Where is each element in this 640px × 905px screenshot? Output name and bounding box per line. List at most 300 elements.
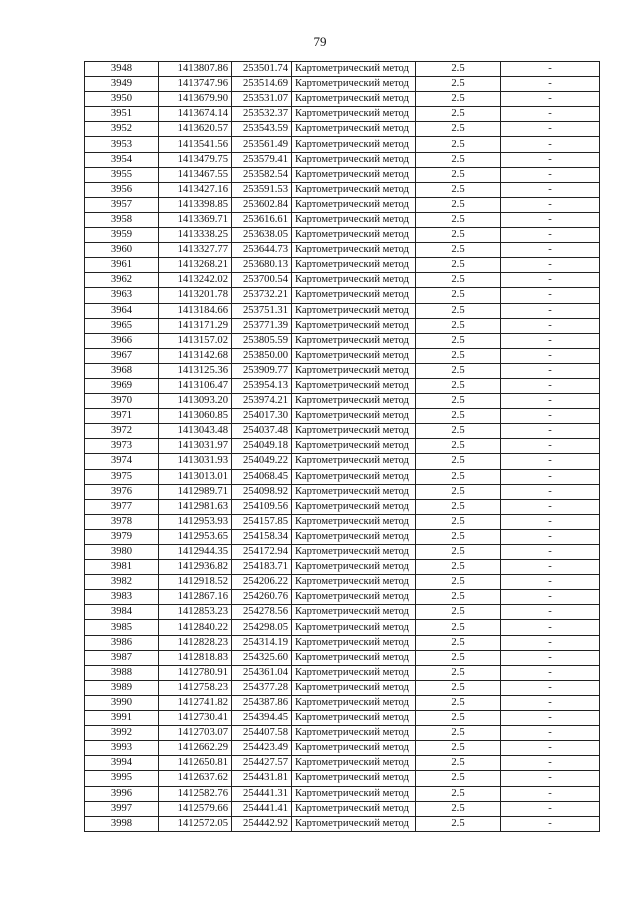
point-number-cell: 3977	[85, 499, 159, 514]
accuracy-cell: 2.5	[416, 273, 501, 288]
method-cell: Картометрический метод	[292, 650, 416, 665]
table-row	[85, 786, 600, 801]
y-coordinate-cell: 254068.45	[232, 469, 292, 484]
table-row	[85, 499, 600, 514]
y-coordinate-cell: 253805.59	[232, 333, 292, 348]
point-number-cell: 3961	[85, 258, 159, 273]
point-number-cell: 3970	[85, 394, 159, 409]
accuracy-cell: 2.5	[416, 756, 501, 771]
table-row	[85, 378, 600, 393]
accuracy-cell: 2.5	[416, 454, 501, 469]
method-cell: Картометрический метод	[292, 695, 416, 710]
y-coordinate-cell: 253514.69	[232, 77, 292, 92]
method-cell: Картометрический метод	[292, 107, 416, 122]
y-coordinate-cell: 253954.13	[232, 378, 292, 393]
page-number: 79	[313, 34, 327, 49]
point-number-cell: 3968	[85, 363, 159, 378]
table-row	[85, 514, 600, 529]
point-number-cell: 3952	[85, 122, 159, 137]
accuracy-cell: 2.5	[416, 182, 501, 197]
table-row	[85, 363, 600, 378]
method-cell: Картометрический метод	[292, 303, 416, 318]
accuracy-cell: 2.5	[416, 348, 501, 363]
table-row	[85, 711, 600, 726]
y-coordinate-cell: 254109.56	[232, 499, 292, 514]
x-coordinate-cell: 1412730.41	[159, 711, 232, 726]
description-cell: -	[501, 107, 600, 122]
table-row	[85, 318, 600, 333]
x-coordinate-cell: 1413184.66	[159, 303, 232, 318]
accuracy-cell: 2.5	[416, 409, 501, 424]
accuracy-cell: 2.5	[416, 243, 501, 258]
method-cell: Картометрический метод	[292, 499, 416, 514]
table-row	[85, 228, 600, 243]
description-cell: -	[501, 771, 600, 786]
table-row	[85, 107, 600, 122]
method-cell: Картометрический метод	[292, 801, 416, 816]
description-cell: -	[501, 680, 600, 695]
table-row	[85, 575, 600, 590]
y-coordinate-cell: 254049.22	[232, 454, 292, 469]
description-cell: -	[501, 514, 600, 529]
x-coordinate-cell: 1412579.66	[159, 801, 232, 816]
y-coordinate-cell: 253751.31	[232, 303, 292, 318]
accuracy-cell: 2.5	[416, 726, 501, 741]
method-cell: Картометрический метод	[292, 273, 416, 288]
point-number-cell: 3984	[85, 605, 159, 620]
y-coordinate-cell: 253732.21	[232, 288, 292, 303]
method-cell: Картометрический метод	[292, 469, 416, 484]
point-number-cell: 3973	[85, 439, 159, 454]
x-coordinate-cell: 1412758.23	[159, 680, 232, 695]
description-cell: -	[501, 469, 600, 484]
table-row	[85, 122, 600, 137]
y-coordinate-cell: 254407.58	[232, 726, 292, 741]
accuracy-cell: 2.5	[416, 605, 501, 620]
method-cell: Картометрический метод	[292, 378, 416, 393]
y-coordinate-cell: 254325.60	[232, 650, 292, 665]
description-cell: -	[501, 695, 600, 710]
point-number-cell: 3959	[85, 228, 159, 243]
accuracy-cell: 2.5	[416, 92, 501, 107]
method-cell: Картометрический метод	[292, 529, 416, 544]
table-row	[85, 77, 600, 92]
x-coordinate-cell: 1413674.14	[159, 107, 232, 122]
accuracy-cell: 2.5	[416, 424, 501, 439]
x-coordinate-cell: 1412741.82	[159, 695, 232, 710]
method-cell: Картометрический метод	[292, 243, 416, 258]
table-row	[85, 590, 600, 605]
method-cell: Картометрический метод	[292, 394, 416, 409]
point-number-cell: 3982	[85, 575, 159, 590]
point-number-cell: 3974	[85, 454, 159, 469]
y-coordinate-cell: 254206.22	[232, 575, 292, 590]
point-number-cell: 3964	[85, 303, 159, 318]
table-row	[85, 680, 600, 695]
method-cell: Картометрический метод	[292, 258, 416, 273]
description-cell: -	[501, 212, 600, 227]
y-coordinate-cell: 254260.76	[232, 590, 292, 605]
accuracy-cell: 2.5	[416, 303, 501, 318]
point-number-cell: 3980	[85, 545, 159, 560]
accuracy-cell: 2.5	[416, 228, 501, 243]
point-number-cell: 3967	[85, 348, 159, 363]
x-coordinate-cell: 1413031.97	[159, 439, 232, 454]
x-coordinate-cell: 1413427.16	[159, 182, 232, 197]
method-cell: Картометрический метод	[292, 605, 416, 620]
accuracy-cell: 2.5	[416, 318, 501, 333]
accuracy-cell: 2.5	[416, 695, 501, 710]
point-number-cell: 3998	[85, 816, 159, 831]
accuracy-cell: 2.5	[416, 137, 501, 152]
y-coordinate-cell: 253501.74	[232, 62, 292, 77]
table-row	[85, 469, 600, 484]
accuracy-cell: 2.5	[416, 816, 501, 831]
method-cell: Картометрический метод	[292, 122, 416, 137]
table-row	[85, 243, 600, 258]
y-coordinate-cell: 254098.92	[232, 484, 292, 499]
table-row	[85, 92, 600, 107]
accuracy-cell: 2.5	[416, 801, 501, 816]
table-row	[85, 439, 600, 454]
accuracy-cell: 2.5	[416, 650, 501, 665]
y-coordinate-cell: 254431.81	[232, 771, 292, 786]
method-cell: Картометрический метод	[292, 439, 416, 454]
y-coordinate-cell: 253602.84	[232, 197, 292, 212]
x-coordinate-cell: 1412662.29	[159, 741, 232, 756]
point-number-cell: 3997	[85, 801, 159, 816]
x-coordinate-cell: 1413201.78	[159, 288, 232, 303]
point-number-cell: 3986	[85, 635, 159, 650]
accuracy-cell: 2.5	[416, 197, 501, 212]
x-coordinate-cell: 1413541.56	[159, 137, 232, 152]
accuracy-cell: 2.5	[416, 620, 501, 635]
point-number-cell: 3990	[85, 695, 159, 710]
y-coordinate-cell: 253579.41	[232, 152, 292, 167]
x-coordinate-cell: 1412853.23	[159, 605, 232, 620]
method-cell: Картометрический метод	[292, 137, 416, 152]
x-coordinate-cell: 1412944.35	[159, 545, 232, 560]
accuracy-cell: 2.5	[416, 378, 501, 393]
method-cell: Картометрический метод	[292, 92, 416, 107]
point-number-cell: 3954	[85, 152, 159, 167]
description-cell: -	[501, 726, 600, 741]
description-cell: -	[501, 122, 600, 137]
x-coordinate-cell: 1412953.93	[159, 514, 232, 529]
x-coordinate-cell: 1413679.90	[159, 92, 232, 107]
method-cell: Картометрический метод	[292, 152, 416, 167]
y-coordinate-cell: 253850.00	[232, 348, 292, 363]
table-row	[85, 333, 600, 348]
y-coordinate-cell: 254314.19	[232, 635, 292, 650]
x-coordinate-cell: 1412650.81	[159, 756, 232, 771]
accuracy-cell: 2.5	[416, 212, 501, 227]
y-coordinate-cell: 254158.34	[232, 529, 292, 544]
accuracy-cell: 2.5	[416, 560, 501, 575]
description-cell: -	[501, 711, 600, 726]
method-cell: Картометрический метод	[292, 348, 416, 363]
description-cell: -	[501, 560, 600, 575]
point-number-cell: 3987	[85, 650, 159, 665]
method-cell: Картометрический метод	[292, 228, 416, 243]
method-cell: Картометрический метод	[292, 560, 416, 575]
description-cell: -	[501, 665, 600, 680]
accuracy-cell: 2.5	[416, 499, 501, 514]
description-cell: -	[501, 152, 600, 167]
table-row	[85, 258, 600, 273]
x-coordinate-cell: 1413060.85	[159, 409, 232, 424]
description-cell: -	[501, 333, 600, 348]
description-cell: -	[501, 197, 600, 212]
point-number-cell: 3995	[85, 771, 159, 786]
table-row	[85, 816, 600, 831]
table-row	[85, 560, 600, 575]
description-cell: -	[501, 590, 600, 605]
y-coordinate-cell: 253974.21	[232, 394, 292, 409]
point-number-cell: 3948	[85, 62, 159, 77]
y-coordinate-cell: 254361.04	[232, 665, 292, 680]
description-cell: -	[501, 363, 600, 378]
y-coordinate-cell: 254387.86	[232, 695, 292, 710]
table-row	[85, 665, 600, 680]
table-row	[85, 454, 600, 469]
description-cell: -	[501, 484, 600, 499]
accuracy-cell: 2.5	[416, 771, 501, 786]
method-cell: Картометрический метод	[292, 212, 416, 227]
accuracy-cell: 2.5	[416, 439, 501, 454]
point-number-cell: 3985	[85, 620, 159, 635]
x-coordinate-cell: 1413747.96	[159, 77, 232, 92]
x-coordinate-cell: 1413242.02	[159, 273, 232, 288]
table-row	[85, 288, 600, 303]
description-cell: -	[501, 605, 600, 620]
table-row	[85, 167, 600, 182]
accuracy-cell: 2.5	[416, 635, 501, 650]
x-coordinate-cell: 1412582.76	[159, 786, 232, 801]
description-cell: -	[501, 318, 600, 333]
point-number-cell: 3953	[85, 137, 159, 152]
accuracy-cell: 2.5	[416, 258, 501, 273]
x-coordinate-cell: 1413620.57	[159, 122, 232, 137]
x-coordinate-cell: 1413479.75	[159, 152, 232, 167]
x-coordinate-cell: 1412840.22	[159, 620, 232, 635]
method-cell: Картометрический метод	[292, 575, 416, 590]
point-number-cell: 3963	[85, 288, 159, 303]
table-row	[85, 197, 600, 212]
y-coordinate-cell: 253543.59	[232, 122, 292, 137]
table-row	[85, 303, 600, 318]
table-row	[85, 726, 600, 741]
x-coordinate-cell: 1413013.01	[159, 469, 232, 484]
y-coordinate-cell: 253680.13	[232, 258, 292, 273]
y-coordinate-cell: 254441.31	[232, 786, 292, 801]
x-coordinate-cell: 1412703.07	[159, 726, 232, 741]
table-row	[85, 635, 600, 650]
description-cell: -	[501, 394, 600, 409]
description-cell: -	[501, 756, 600, 771]
method-cell: Картометрический метод	[292, 182, 416, 197]
point-number-cell: 3951	[85, 107, 159, 122]
description-cell: -	[501, 77, 600, 92]
y-coordinate-cell: 254423.49	[232, 741, 292, 756]
accuracy-cell: 2.5	[416, 590, 501, 605]
description-cell: -	[501, 801, 600, 816]
y-coordinate-cell: 253561.49	[232, 137, 292, 152]
point-number-cell: 3962	[85, 273, 159, 288]
description-cell: -	[501, 575, 600, 590]
point-number-cell: 3994	[85, 756, 159, 771]
point-number-cell: 3960	[85, 243, 159, 258]
method-cell: Картометрический метод	[292, 545, 416, 560]
table-row	[85, 695, 600, 710]
description-cell: -	[501, 635, 600, 650]
description-cell: -	[501, 786, 600, 801]
method-cell: Картометрический метод	[292, 363, 416, 378]
description-cell: -	[501, 620, 600, 635]
method-cell: Картометрический метод	[292, 62, 416, 77]
description-cell: -	[501, 499, 600, 514]
y-coordinate-cell: 253531.07	[232, 92, 292, 107]
point-number-cell: 3996	[85, 786, 159, 801]
table-row	[85, 137, 600, 152]
method-cell: Картометрический метод	[292, 318, 416, 333]
x-coordinate-cell: 1413093.20	[159, 394, 232, 409]
description-cell: -	[501, 303, 600, 318]
y-coordinate-cell: 254377.28	[232, 680, 292, 695]
y-coordinate-cell: 253582.54	[232, 167, 292, 182]
method-cell: Картометрический метод	[292, 484, 416, 499]
y-coordinate-cell: 253771.39	[232, 318, 292, 333]
point-number-cell: 3989	[85, 680, 159, 695]
x-coordinate-cell: 1412867.16	[159, 590, 232, 605]
description-cell: -	[501, 273, 600, 288]
x-coordinate-cell: 1412780.91	[159, 665, 232, 680]
description-cell: -	[501, 92, 600, 107]
method-cell: Картометрический метод	[292, 454, 416, 469]
description-cell: -	[501, 409, 600, 424]
accuracy-cell: 2.5	[416, 288, 501, 303]
point-number-cell: 3949	[85, 77, 159, 92]
point-number-cell: 3978	[85, 514, 159, 529]
table-row	[85, 182, 600, 197]
method-cell: Картометрический метод	[292, 197, 416, 212]
x-coordinate-cell: 1413338.25	[159, 228, 232, 243]
accuracy-cell: 2.5	[416, 363, 501, 378]
table-row	[85, 394, 600, 409]
x-coordinate-cell: 1412828.23	[159, 635, 232, 650]
table-row	[85, 348, 600, 363]
table-row	[85, 801, 600, 816]
y-coordinate-cell: 254298.05	[232, 620, 292, 635]
x-coordinate-cell: 1412572.05	[159, 816, 232, 831]
accuracy-cell: 2.5	[416, 62, 501, 77]
y-coordinate-cell: 254183.71	[232, 560, 292, 575]
method-cell: Картометрический метод	[292, 167, 416, 182]
x-coordinate-cell: 1413106.47	[159, 378, 232, 393]
x-coordinate-cell: 1413268.21	[159, 258, 232, 273]
table-row	[85, 620, 600, 635]
y-coordinate-cell: 253591.53	[232, 182, 292, 197]
point-number-cell: 3966	[85, 333, 159, 348]
description-cell: -	[501, 378, 600, 393]
y-coordinate-cell: 254441.41	[232, 801, 292, 816]
point-number-cell: 3979	[85, 529, 159, 544]
y-coordinate-cell: 253616.61	[232, 212, 292, 227]
x-coordinate-cell: 1412818.83	[159, 650, 232, 665]
accuracy-cell: 2.5	[416, 167, 501, 182]
description-cell: -	[501, 137, 600, 152]
description-cell: -	[501, 454, 600, 469]
accuracy-cell: 2.5	[416, 680, 501, 695]
table-row	[85, 152, 600, 167]
y-coordinate-cell: 254157.85	[232, 514, 292, 529]
table-row	[85, 650, 600, 665]
point-number-cell: 3950	[85, 92, 159, 107]
description-cell: -	[501, 816, 600, 831]
accuracy-cell: 2.5	[416, 786, 501, 801]
y-coordinate-cell: 254017.30	[232, 409, 292, 424]
y-coordinate-cell: 253532.37	[232, 107, 292, 122]
y-coordinate-cell: 254049.18	[232, 439, 292, 454]
method-cell: Картометрический метод	[292, 665, 416, 680]
point-number-cell: 3981	[85, 560, 159, 575]
x-coordinate-cell: 1413807.86	[159, 62, 232, 77]
table-row	[85, 756, 600, 771]
method-cell: Картометрический метод	[292, 771, 416, 786]
y-coordinate-cell: 254278.56	[232, 605, 292, 620]
description-cell: -	[501, 529, 600, 544]
accuracy-cell: 2.5	[416, 484, 501, 499]
point-number-cell: 3975	[85, 469, 159, 484]
method-cell: Картометрический метод	[292, 514, 416, 529]
description-cell: -	[501, 167, 600, 182]
point-number-cell: 3988	[85, 665, 159, 680]
y-coordinate-cell: 254427.57	[232, 756, 292, 771]
accuracy-cell: 2.5	[416, 741, 501, 756]
method-cell: Картометрический метод	[292, 726, 416, 741]
table-row	[85, 771, 600, 786]
table-row	[85, 529, 600, 544]
point-number-cell: 3993	[85, 741, 159, 756]
method-cell: Картометрический метод	[292, 620, 416, 635]
accuracy-cell: 2.5	[416, 529, 501, 544]
table-row	[85, 409, 600, 424]
accuracy-cell: 2.5	[416, 77, 501, 92]
y-coordinate-cell: 253909.77	[232, 363, 292, 378]
description-cell: -	[501, 62, 600, 77]
accuracy-cell: 2.5	[416, 469, 501, 484]
point-number-cell: 3991	[85, 711, 159, 726]
description-cell: -	[501, 545, 600, 560]
x-coordinate-cell: 1413031.93	[159, 454, 232, 469]
table-row	[85, 273, 600, 288]
point-number-cell: 3969	[85, 378, 159, 393]
accuracy-cell: 2.5	[416, 575, 501, 590]
table-body	[85, 62, 600, 832]
method-cell: Картометрический метод	[292, 680, 416, 695]
point-number-cell: 3955	[85, 167, 159, 182]
accuracy-cell: 2.5	[416, 107, 501, 122]
point-number-cell: 3965	[85, 318, 159, 333]
y-coordinate-cell: 253700.54	[232, 273, 292, 288]
description-cell: -	[501, 243, 600, 258]
x-coordinate-cell: 1413171.29	[159, 318, 232, 333]
x-coordinate-cell: 1413125.36	[159, 363, 232, 378]
y-coordinate-cell: 254172.94	[232, 545, 292, 560]
accuracy-cell: 2.5	[416, 152, 501, 167]
accuracy-cell: 2.5	[416, 394, 501, 409]
accuracy-cell: 2.5	[416, 545, 501, 560]
